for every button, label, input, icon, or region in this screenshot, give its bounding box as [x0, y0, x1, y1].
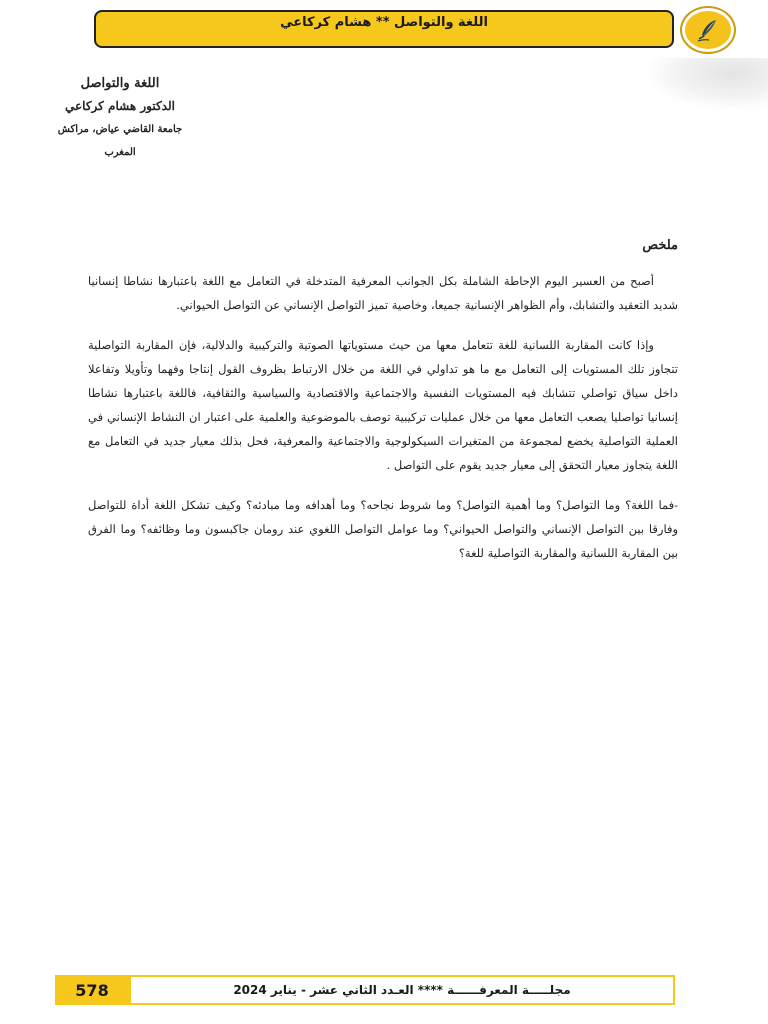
author-university: جامعة القاضي عياض، مراكش [57, 124, 183, 135]
quill-pen-icon [695, 17, 721, 43]
running-header-title: اللغة والتواصل ** هشام كركاعي [280, 14, 488, 30]
journal-logo [682, 8, 734, 52]
abstract-questions-paragraph: -فما اللغة؟ وما التواصل؟ وما أهمية التواصل؟ وما شروط نجاحه؟ وما أهدافه وما مبادئه؟ وكيف تشكل اللغة أداة للتواصل وفارقا بين التواصل الإنساني والتواصل الحيواني؟ وما عوامل التواصل اللغوي عند رومان جاكبسون وما وظائفه؟ وما الفرق بين المقاربة اللسانية والمقاربة التواصلية للغة؟ [88, 498, 678, 560]
abstract-heading: ملخص [642, 238, 678, 253]
abstract-section [88, 238, 678, 581]
corner-shading [650, 58, 768, 108]
header-bar [94, 10, 674, 48]
footer-bar [129, 975, 675, 1005]
article-title: اللغة والتواصل [80, 76, 160, 91]
abstract-paragraph: أصبح من العسير اليوم الإحاطة الشاملة بكل الجوانب المعرفية المتدخلة في التعامل مع اللغة باعتبارها نشاطا إنسانيا شديد التعقيد والتشابك، وأم الظواهر الإنسانية جميعا، وخاصية تميز التواصل الإنساني عن التواصل الحيواني. [88, 274, 678, 312]
author-country: المغرب [104, 147, 136, 158]
journal-footer-title: مجلـــــة المعرفــــــة **** العـدد الثاني عشر - يناير 2024 [233, 983, 571, 997]
page-number: 578 [55, 975, 129, 1005]
abstract-paragraph: وإذا كانت المقاربة اللسانية للغة تتعامل معها من حيث مستوياتها الصوتية والتركيبية والدلالية، فإن المقاربة التواصلية تتجاوز تلك المستويات إلى التعامل مع ما هو تداولي في اللغة من خلال الارتباط بظروف القول إنتاجا وفهما وتأويلا وتفاعلا داخل سياق تواصلي تتشابك فيه المستويات النفسية والاجتماعية والاقتصادية والسياسية والثقافية، فاللغة باعتبارها نشاطا إنسانيا تواصليا يصعب التعامل معها من خلال عمليات تركيبية توصف بالموضوعية والعلمية على اعتبار ان النشاط الإنساني في العملية التواصلية يخضع لمجموعة من المتغيرات السيكولوجية والاجتماعية والمعرفية، فحل بذلك معيار جديد في التعامل مع اللغة يتجاوز معيار التحقق إلى معيار جديد يقوم على التواصل . [88, 338, 678, 472]
author-name: الدكتور هشام كركاعي [65, 99, 175, 113]
author-block [30, 72, 210, 164]
